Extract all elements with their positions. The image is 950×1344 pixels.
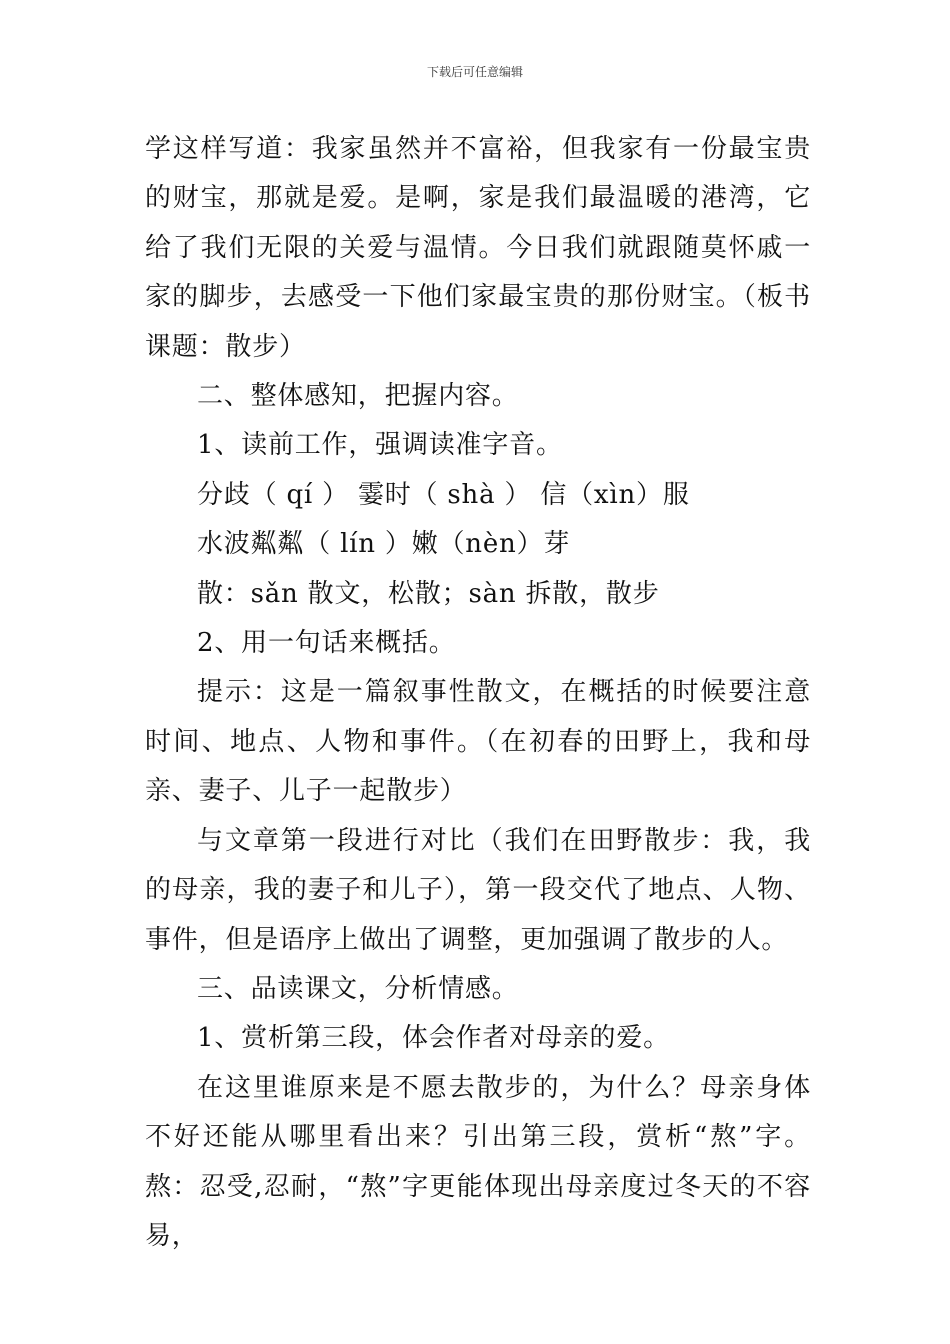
paragraph-intro-continued: 学这样写道：我家虽然并不富裕，但我家有一份最宝贵的财宝，那就是爱。是啊，家是我们最温暖的港湾，它给了我们无限的关爱与温情。今日我们就跟随莫怀戚一家的脚步，去感受一下他们家最宝贵的那份财宝。（板书课题：散步）: [145, 134, 811, 362]
paragraph-comparison: 与文章第一段进行对比（我们在田野散步：我，我的母亲，我的妻子和儿子），第一段交代了地点、人物、事件，但是语序上做出了调整，更加强调了散步的人。: [145, 825, 811, 955]
document-body: [145, 125, 811, 1261]
pronunciation-line-3: 散：sǎn 散文，松散；sàn 拆散，散步: [197, 578, 660, 609]
step-third-paragraph: 1、赏析第三段，体会作者对母亲的爱。: [197, 1023, 670, 1054]
section-heading-close-reading: 三、品读课文，分析情感。: [197, 973, 519, 1004]
paragraph-analysis: 在这里谁原来是不愿去散步的，为什么？母亲身体不好还能从哪里看出来？引出第三段，赏析“熬”字。熬：忍受,忍耐，“熬”字更能体现出母亲度过冬天的不容易，: [145, 1072, 811, 1251]
pronunciation-line-2: 水波粼粼（ lín ）嫩（nèn）芽: [197, 529, 571, 560]
step-pre-reading: 1、读前工作，强调读准字音。: [197, 430, 563, 461]
section-heading-overall-perception: 二、整体感知，把握内容。: [197, 381, 519, 412]
pronunciation-line-1: 分歧（ qí ） 霎时（ shà ） 信（xìn）服: [197, 479, 690, 510]
page-header-note: 下载后可任意编辑: [426, 65, 523, 79]
paragraph-hint: 提示：这是一篇叙事性散文，在概括的时候要注意时间、地点、人物和事件。（在初春的田野上，我和母亲、妻子、儿子一起散步）: [145, 677, 811, 807]
step-summarize: 2、用一句话来概括。: [197, 628, 456, 659]
